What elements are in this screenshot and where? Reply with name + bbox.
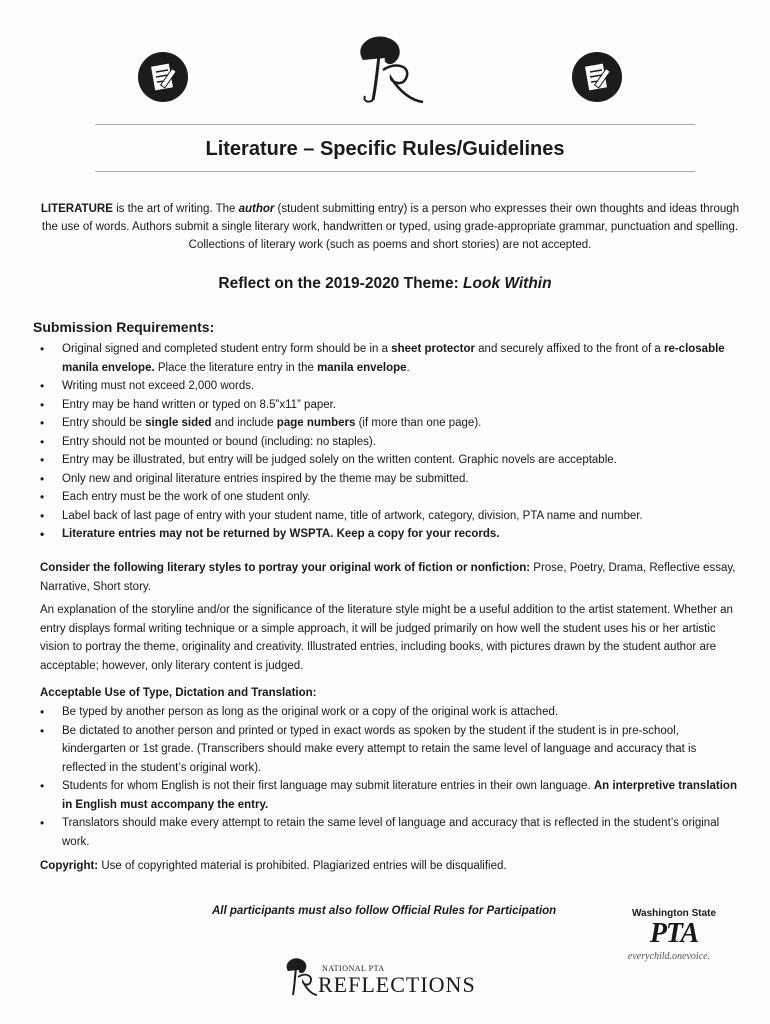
header-divider (95, 124, 695, 125)
intro-paragraph (40, 200, 740, 254)
page-title: Literature – Specific Rules/Guidelines (205, 138, 565, 160)
copyright-label: Copyright: (40, 860, 99, 872)
explanation-paragraph: An explanation of the storyline and/or the significance of the literature style might be a useful addition to the artist statement. Whether an entry displays formal writing technique or a simple approach, it will be judged primarily on how well the student uses his or her artistic vision to portray the theme, originality and creativity. Illustrated entries, including books, with pictures drawn by the student author are acceptable; however, only literary content is judged. (40, 604, 733, 672)
intro-author-word: author (238, 203, 275, 215)
acceptable-list (40, 703, 740, 851)
theme-prefix: Reflect on the 2019-2020 Theme: (218, 275, 464, 292)
reflections-footer-logo-icon (280, 955, 318, 1000)
submission-heading: Submission Requirements: (33, 319, 215, 335)
list-item: • Each entry must be the work of one student only. (40, 488, 745, 507)
copyright-text: Use of copyrighted material is prohibited. Plagiarized entries will be disqualified. (98, 860, 507, 872)
intro-term: LITERATURE (40, 203, 113, 215)
list-item: • Translators should make every attempt to retain the same level of language and accuracy that is reflected in the student’s original work. (40, 814, 740, 851)
submission-list (40, 340, 745, 544)
pencil-paper-icon-right (572, 52, 622, 102)
reflections-wordmark: REFLECTIONS (318, 972, 476, 997)
styles-lead: Consider the following literary styles to portray your original work of fiction or nonfiction: (40, 562, 531, 574)
list-item: • Entry may be illustrated, but entry will be judged solely on the written content. Graphic novels are acceptable. (40, 451, 745, 470)
list-item: • Label back of last page of entry with your student name, title of artwork, category, division, PTA name and number. (40, 507, 745, 526)
pta-logo-text: PTA (649, 918, 699, 949)
list-item: • Writing must not exceed 2,000 words. (40, 377, 745, 396)
list-item: • Literature entries may not be returned by WSPTA. Keep a copy for your records. (40, 525, 745, 544)
list-item: • Only new and original literature entries inspired by the theme may be submitted. (40, 470, 745, 489)
copyright-paragraph (40, 857, 740, 876)
intro-text-1: is the art of writing. The (112, 203, 239, 215)
styles-list: Prose, Poetry, Drama, Reflective essay, Narrative, Short story. (40, 562, 736, 593)
list-item: • Entry should be single sided and include page numbers (if more than one page). (40, 414, 745, 433)
pencil-paper-icon (138, 52, 188, 102)
list-item: • Entry may be hand written or typed on 8.5”x11” paper. (40, 396, 745, 415)
reflections-logo-icon (343, 30, 433, 110)
wa-state-label: Washington State (631, 908, 717, 919)
acceptable-heading: Acceptable Use of Type, Dictation and Translation: (40, 687, 317, 699)
list-item: • Be typed by another person as long as the original work or a copy of the original work is attached. (40, 703, 740, 722)
list-item: • Original signed and completed student entry form should be in a sheet protector and securely affixed to the front of a re-closable manila envelope. Place the literature entry in the manila envelope. (40, 340, 745, 377)
list-item: • Students for whom English is not their first language may submit literature entries in their own language. An interpretive translation in English must accompany the entry. (40, 777, 740, 814)
styles-paragraph (40, 559, 740, 596)
intro-text-2: (student submitting entry) is a person who expresses their own thoughts and ideas through the use of words. Authors submit a single literary work, handwritten or typed, using grade-appropriate grammar, punctuation and spelling. Collections of literary work (such as poems and short stories) are not accepted. (41, 203, 740, 251)
title-divider (95, 171, 695, 172)
national-pta-label: NATIONAL PTA (322, 964, 385, 973)
list-item: • Entry should not be mounted or bound (including: no staples). (40, 433, 745, 452)
theme-heading (0, 275, 770, 293)
pta-tagline: everychild.onevoice. (627, 951, 711, 962)
footer-note: All participants must also follow Official Rules for Participation (212, 905, 557, 917)
list-item: • Be dictated to another person and printed or typed in exact words as spoken by the student if the student is in pre-school, kindergarten or 1st grade. (Transcribers should make every attempt to retain the same level of language and accuracy that is reflected in the student’s original work). (40, 722, 740, 778)
theme-name: Look Within (463, 275, 552, 292)
